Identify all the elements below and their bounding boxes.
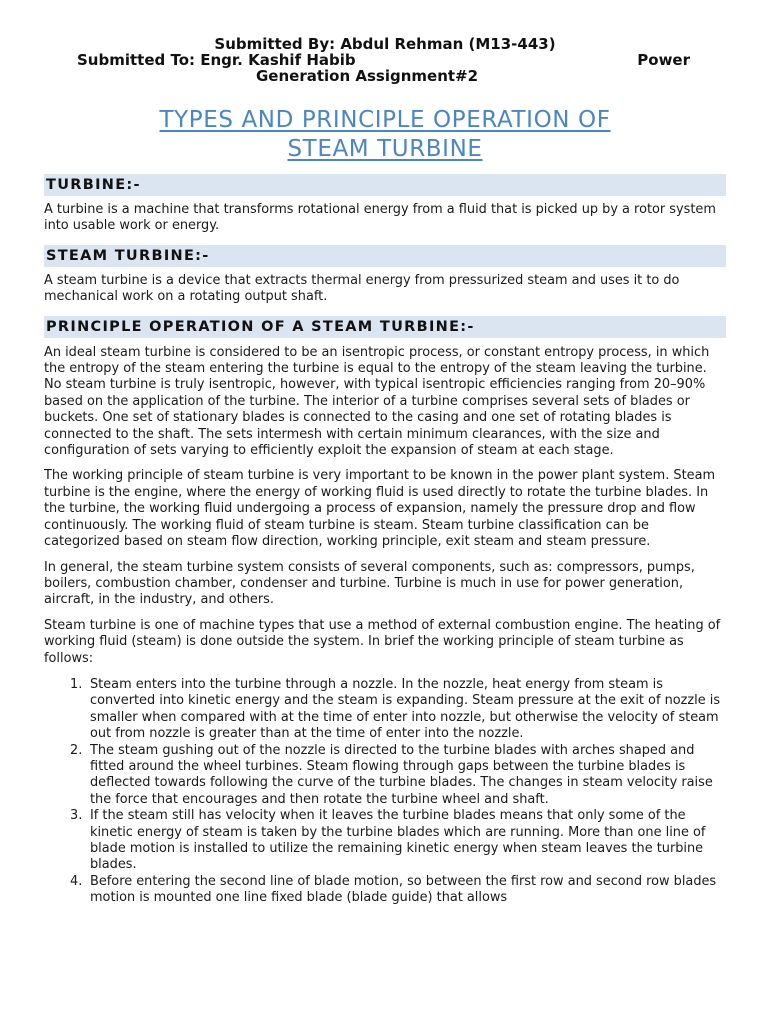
header-power: Power xyxy=(637,51,690,69)
principle-paragraph-4: Steam turbine is one of machine types that use a method of external combustion engine. The heating of working fluid (steam) is done outside the system. In brief the working principle of steam turbine as follows: xyxy=(44,617,721,666)
section-heading-steam-turbine: STEAM TURBINE:- xyxy=(44,245,726,267)
document-page xyxy=(44,36,726,907)
working-principle-list xyxy=(44,677,726,907)
list-item xyxy=(44,677,726,743)
list-item-number: 2. xyxy=(70,742,83,758)
list-item-text: If the steam still has velocity when it leaves the turbine blades means that only some of the kinetic energy of steam is taken by the turbine blades which are running. More than one line of blade motion is installed to utilize the remaining kinetic energy when steam leaves the turbine blades. xyxy=(90,808,706,873)
list-item-number: 3. xyxy=(70,808,83,824)
title-line-2: STEAM TURBINE xyxy=(287,136,483,162)
submitted-by: Submitted By: Abdul Rehman (M13-443) xyxy=(214,35,556,53)
principle-paragraph-1: An ideal steam turbine is considered to be an isentropic process, or constant entropy process, in which the entropy of the steam entering the turbine is equal to the entropy of the steam leaving the turbine. No steam turbine is truly isentropic, however, with typical isentropic efficiencies ranging from 20–90% based on the application of the turbine. The interior of a turbine comprises several sets of blades or buckets. One set of stationary blades is connected to the casing and one set of rotating blades is connected to the shaft. The sets intermesh with certain minimum clearances, with the size and configuration of sets varying to efficiently exploit the expansion of steam at each stage. xyxy=(44,344,710,459)
list-item xyxy=(44,743,726,809)
list-item-number: 4. xyxy=(70,873,83,889)
submitted-to: Submitted To: Engr. Kashif Habib xyxy=(77,51,356,69)
title-line-1: TYPES AND PRINCIPLE OPERATION OF xyxy=(159,107,611,133)
section-heading-turbine: TURBINE:- xyxy=(44,174,726,196)
list-item-number: 1. xyxy=(70,676,83,692)
list-item-text: The steam gushing out of the nozzle is directed to the turbine blades with arches shaped and fitted around the wheel turbines. Steam flowing through gaps between the turbine blades is deflected towards following the curve of the turbine blades. The changes in steam velocity raise the force that encourages and then rotate the turbine wheel and shaft. xyxy=(90,742,713,807)
turbine-paragraph: A turbine is a machine that transforms rotational energy from a fluid that is picked up by a rotor system into usable work or energy. xyxy=(44,202,716,234)
principle-paragraph-2: The working principle of steam turbine is very important to be known in the power plant system. Steam turbine is the engine, where the energy of working fluid is used directly to rotate the turbine blades. In the turbine, the working fluid undergoing a process of expansion, namely the pressure drop and flow continuously. The working fluid of steam turbine is steam. Steam turbine classification can be categorized based on steam flow direction, working principle, exit steam and steam pressure. xyxy=(44,468,716,550)
document-title xyxy=(44,106,726,164)
list-item xyxy=(44,808,726,874)
assignment-line: Generation Assignment#2 xyxy=(256,67,479,85)
section-heading-principle-operation: PRINCIPLE OPERATION OF A STEAM TURBINE:- xyxy=(44,316,726,338)
list-item-text: Steam enters into the turbine through a nozzle. In the nozzle, heat energy from steam is converted into kinetic energy and the steam is expanding. Steam pressure at the exit of nozzle is smaller when compared with at the time of enter into nozzle, but otherwise the velocity of steam out from nozzle is greater than at the time of enter into the nozzle. xyxy=(90,676,721,742)
principle-paragraph-3: In general, the steam turbine system consists of several components, such as: compressors, pumps, boilers, combustion chamber, condenser and turbine. Turbine is much in use for power generation, aircraft, in the industry, and others. xyxy=(44,559,695,608)
list-item xyxy=(44,874,726,907)
submitted-to-row xyxy=(44,52,726,68)
list-item-text: Before entering the second line of blade motion, so between the first row and second row blades motion is mounted one line fixed blade (blade guide) that allows xyxy=(90,873,717,906)
steam-turbine-paragraph: A steam turbine is a device that extracts thermal energy from pressurized steam and uses it to do mechanical work on a rotating output shaft. xyxy=(44,272,680,305)
